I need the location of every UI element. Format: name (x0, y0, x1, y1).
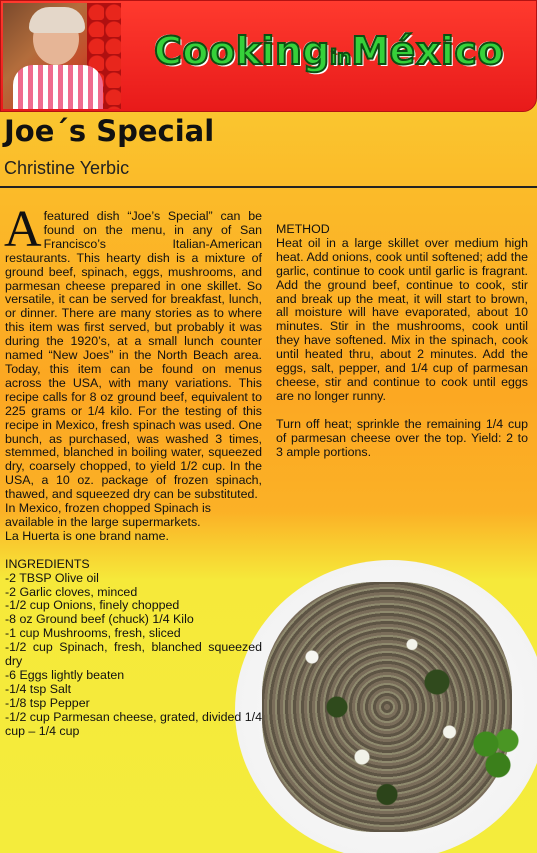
article-title: Joe´s Special (4, 114, 215, 148)
ingredient-item: -1/2 cup Parmesan cheese, grated, divided 1/4 cup – 1/4 cup (5, 709, 262, 738)
article-author: Christine Yerbic (4, 158, 130, 178)
method-text: Heat oil in a large skillet over medium high heat. Add onions, cook until softened; add the garlic, continue to cook until garlic is fragrant. Add the ground beef, continue to cook, stir and break up the meat, it will start to brown, all moisture will have evaporated, about 10 minutes. Stir in the mushrooms, cook until they have softened. Mix in the spinach, cook until heated thru, about 2 minutes. Add the eggs, salt, pepper, and 1/4 cup of parmesan cheese, stir and continue to cook until eggs are no longer runny. (276, 235, 528, 403)
joes-special-dish-image (262, 582, 512, 832)
brand-note: La Huerta is one brand name. (5, 528, 169, 543)
ingredient-item: -1/8 tsp Pepper (5, 695, 90, 710)
intro-text: featured dish “Joe’s Special” can be found on the menu, in any of San Francisco’s Italian-American restaurants. This hearty dish is a mixture of ground beef, spinach, eggs, mushrooms, and parmesan cheese prepared in one skillet. So versatile, it can be served for breakfast, lunch, or dinner. There are many stories as to where this item was first served, but probably it was during the 1920’s, at a small lunch counter named “New Joes” in the North Beach area. Today, this item can be found on menus across the USA, with many variations. This recipe calls for 8 oz ground beef, equivalent to 225 grams or 1/4 kilo. For the testing of this recipe in Mexico, fresh spinach was used. One bunch, as purchased, was washed 3 times, stemmed, blanched in boiling water, squeezed dry, coarsely chopped, to yield 1/2 cup. In the USA, a 10 oz. package of frozen spinach, thawed, and squeezed dry can be substituted. (5, 209, 262, 502)
ingredient-item: -1/4 tsp Salt (5, 681, 72, 696)
ingredient-item: -6 Eggs lightly beaten (5, 668, 125, 682)
frozen-spinach-note: In Mexico, frozen chopped Spinach is available in the large supermarkets. (5, 501, 211, 529)
title-divider (0, 186, 537, 188)
intro-dropcap: A (4, 201, 42, 258)
right-column (276, 223, 528, 460)
spacer (276, 404, 528, 418)
logo-word-in: in (330, 45, 352, 69)
author-hair-image (29, 7, 85, 33)
intro-paragraph (4, 201, 262, 502)
finish-text: Turn off heat; sprinkle the remaining 1/4 cup of parmesan cheese over the top. Yield: 2 to 3 ample portions. (276, 416, 528, 459)
logo-word-mexico: México (351, 29, 504, 73)
ingredient-item: -2 TBSP Olive oil (5, 570, 99, 585)
left-column (4, 201, 262, 739)
author-shirt-image (13, 65, 103, 109)
logo-word-cooking: Cooking (153, 29, 331, 73)
ingredients-heading: INGREDIENTS (5, 556, 90, 571)
ingredient-item: -1/2 cup Spinach, fresh, blanched squeezed dry (5, 640, 262, 669)
parsley-garnish-image (468, 716, 528, 786)
header-banner (0, 0, 537, 112)
spacer (5, 544, 262, 558)
magazine-logo (129, 29, 529, 87)
author-photo (3, 3, 121, 109)
ingredients-list (5, 572, 262, 739)
ingredient-item: -1 cup Mushrooms, fresh, sliced (5, 626, 181, 641)
ingredient-item: -8 oz Ground beef (chuck) 1/4 Kilo (5, 612, 194, 627)
method-heading: METHOD (276, 222, 330, 236)
ingredient-item: -1/2 cup Onions, finely chopped (5, 598, 180, 613)
ingredient-item: -2 Garlic cloves, minced (5, 584, 138, 599)
